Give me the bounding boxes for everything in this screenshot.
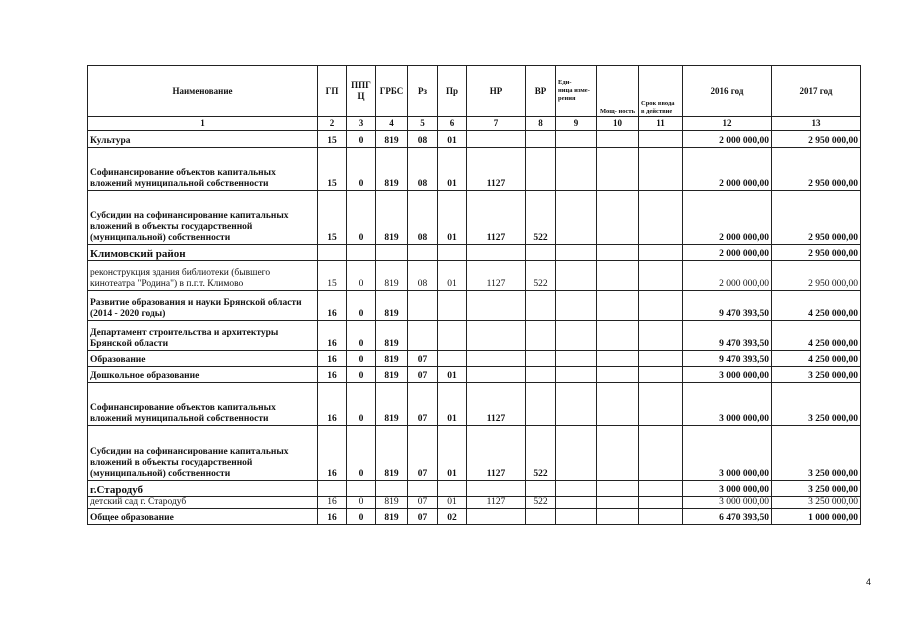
grbs-cell: 819: [376, 367, 408, 383]
col-grbs-header: ГРБС: [376, 66, 408, 117]
amount-2016: 2 000 000,00: [683, 261, 772, 291]
col-name-header: Наименование: [88, 66, 318, 117]
capacity-cell: [597, 148, 639, 191]
gp-cell: 16: [318, 497, 347, 509]
rz-cell: 07: [408, 497, 438, 509]
table-row: [88, 191, 861, 245]
ppgc-cell: 0: [347, 321, 376, 351]
ppgc-cell: 0: [347, 148, 376, 191]
gp-cell: 15: [318, 191, 347, 245]
pr-cell: [438, 321, 467, 351]
pr-cell: 01: [438, 497, 467, 509]
col-number: 4: [376, 117, 408, 131]
rz-cell: 07: [408, 509, 438, 525]
gp-cell: 16: [318, 351, 347, 367]
pr-cell: 02: [438, 509, 467, 525]
row-name: Департамент строительства и архитектуры Брянской области: [88, 321, 318, 351]
rz-cell: 08: [408, 261, 438, 291]
pr-cell: 01: [438, 261, 467, 291]
col-number: 13: [772, 117, 861, 131]
grbs-cell: 819: [376, 351, 408, 367]
deadline-cell: [639, 261, 683, 291]
amount-2017: 2 950 000,00: [772, 148, 861, 191]
grbs-cell: 819: [376, 131, 408, 148]
deadline-cell: [639, 245, 683, 261]
ppgc-cell: 0: [347, 426, 376, 481]
ppgc-cell: 0: [347, 497, 376, 509]
row-name: Дошкольное образование: [88, 367, 318, 383]
amount-2017: 2 950 000,00: [772, 191, 861, 245]
vr-cell: [526, 351, 556, 367]
grbs-cell: 819: [376, 509, 408, 525]
ppgc-cell: 0: [347, 367, 376, 383]
nr-cell: 1127: [467, 426, 526, 481]
capacity-cell: [597, 291, 639, 321]
amount-2016: 9 470 393,50: [683, 351, 772, 367]
amount-2017: 4 250 000,00: [772, 351, 861, 367]
unit-cell: [556, 426, 597, 481]
table-row: [88, 321, 861, 351]
row-name: Образование: [88, 351, 318, 367]
pr-cell: [438, 291, 467, 321]
table-row: [88, 367, 861, 383]
unit-line-3: рения: [558, 95, 576, 102]
grbs-cell: 819: [376, 261, 408, 291]
unit-cell: [556, 148, 597, 191]
col-nr-header: НР: [467, 66, 526, 117]
row-name: г.Стародуб: [88, 481, 318, 497]
deadline-cell: [639, 321, 683, 351]
amount-2017: 4 250 000,00: [772, 321, 861, 351]
ppgc-cell: 0: [347, 509, 376, 525]
col-vr-header: ВР: [526, 66, 556, 117]
row-name: Развитие образования и науки Брянской области (2014 - 2020 годы): [88, 291, 318, 321]
capacity-cell: [597, 351, 639, 367]
vr-cell: [526, 481, 556, 497]
pr-cell: [438, 245, 467, 261]
col-number: 11: [639, 117, 683, 131]
vr-cell: [526, 131, 556, 148]
row-name: Климовский район: [88, 245, 318, 261]
col-number: 9: [556, 117, 597, 131]
row-name: Культура: [88, 131, 318, 148]
deadline-cell: [639, 351, 683, 367]
unit-cell: [556, 191, 597, 245]
nr-cell: 1127: [467, 148, 526, 191]
row-name: Субсидии на софинансирование капитальных вложений в объекты государственной (муниципальной) собственности: [88, 191, 318, 245]
ppgc-cell: 0: [347, 131, 376, 148]
rz-cell: [408, 321, 438, 351]
gp-cell: 15: [318, 148, 347, 191]
amount-2016: 2 000 000,00: [683, 131, 772, 148]
unit-line-1: Еди-: [558, 79, 572, 86]
col-rz-header: Рз: [408, 66, 438, 117]
grbs-cell: 819: [376, 383, 408, 426]
col-number: 1: [88, 117, 318, 131]
amount-2016: 3 000 000,00: [683, 497, 772, 509]
page-number: 4: [866, 577, 872, 587]
capacity-cell: [597, 191, 639, 245]
grbs-cell: 819: [376, 148, 408, 191]
amount-2016: 9 470 393,50: [683, 321, 772, 351]
vr-cell: [526, 245, 556, 261]
amount-2017: 3 250 000,00: [772, 383, 861, 426]
amount-2017: 3 250 000,00: [772, 367, 861, 383]
grbs-cell: [376, 245, 408, 261]
gp-cell: [318, 481, 347, 497]
amount-2016: 2 000 000,00: [683, 191, 772, 245]
table-row: [88, 131, 861, 148]
deadline-cell: [639, 131, 683, 148]
nr-cell: 1127: [467, 191, 526, 245]
table-row: [88, 261, 861, 291]
unit-cell: [556, 245, 597, 261]
row-name: Общее образование: [88, 509, 318, 525]
column-numbers-row: [88, 117, 861, 131]
ppgc-cell: 0: [347, 291, 376, 321]
pr-cell: 01: [438, 148, 467, 191]
gp-cell: 16: [318, 383, 347, 426]
table-row: [88, 426, 861, 481]
col-number: 12: [683, 117, 772, 131]
ppgc-line-2: Ц: [357, 91, 365, 101]
grbs-cell: 819: [376, 191, 408, 245]
col-number: 10: [597, 117, 639, 131]
unit-cell: [556, 291, 597, 321]
rz-cell: 08: [408, 148, 438, 191]
ppgc-cell: 0: [347, 261, 376, 291]
rz-cell: 07: [408, 351, 438, 367]
table-row: [88, 351, 861, 367]
row-name: детский сад г. Стародуб: [88, 497, 318, 509]
vr-cell: [526, 367, 556, 383]
table-row: [88, 245, 861, 261]
rz-cell: 08: [408, 131, 438, 148]
ppgc-cell: [347, 245, 376, 261]
amount-2016: 2 000 000,00: [683, 148, 772, 191]
unit-cell: [556, 383, 597, 426]
amount-2016: 2 000 000,00: [683, 245, 772, 261]
pr-cell: [438, 481, 467, 497]
deadline-cell: [639, 383, 683, 426]
amount-2017: 3 250 000,00: [772, 481, 861, 497]
nr-cell: [467, 321, 526, 351]
amount-2017: 1 000 000,00: [772, 509, 861, 525]
capacity-cell: [597, 509, 639, 525]
nr-cell: 1127: [467, 261, 526, 291]
vr-cell: 522: [526, 261, 556, 291]
vr-cell: [526, 383, 556, 426]
amount-2016: 3 000 000,00: [683, 481, 772, 497]
gp-cell: 15: [318, 261, 347, 291]
capacity-cell: [597, 321, 639, 351]
capacity-cell: [597, 261, 639, 291]
pr-cell: [438, 351, 467, 367]
deadline-cell: [639, 509, 683, 525]
nr-cell: [467, 509, 526, 525]
pr-cell: 01: [438, 367, 467, 383]
row-name: реконструкция здания библиотеки (бывшего кинотеатра "Родина") в п.г.т. Климово: [88, 261, 318, 291]
vr-cell: 522: [526, 497, 556, 509]
capacity-cell: [597, 367, 639, 383]
pr-cell: 01: [438, 383, 467, 426]
capacity-cell: [597, 245, 639, 261]
gp-cell: 16: [318, 426, 347, 481]
grbs-cell: 819: [376, 321, 408, 351]
col-capacity-header: Мощ- ность: [597, 66, 639, 117]
col-2017-header: 2017 год: [772, 66, 861, 117]
row-name: Софинансирование объектов капитальных вложений муниципальной собственности: [88, 383, 318, 426]
vr-cell: 522: [526, 426, 556, 481]
deadline-line-1: Срок ввода: [641, 100, 675, 107]
gp-cell: 15: [318, 131, 347, 148]
ppgc-line-1: ППГ: [351, 80, 371, 90]
gp-cell: 16: [318, 291, 347, 321]
amount-2016: 3 000 000,00: [683, 426, 772, 481]
capacity-cell: [597, 383, 639, 426]
capacity-cell: [597, 481, 639, 497]
grbs-cell: [376, 481, 408, 497]
gp-cell: 16: [318, 509, 347, 525]
col-unit-header: [556, 66, 597, 117]
col-gp-header: ГП: [318, 66, 347, 117]
pr-cell: 01: [438, 426, 467, 481]
gp-cell: [318, 245, 347, 261]
ppgc-cell: 0: [347, 191, 376, 245]
capacity-cell: [597, 426, 639, 481]
amount-2016: 6 470 393,50: [683, 509, 772, 525]
amount-2016: 3 000 000,00: [683, 367, 772, 383]
col-number: 5: [408, 117, 438, 131]
deadline-cell: [639, 367, 683, 383]
rz-cell: 07: [408, 367, 438, 383]
rz-cell: 08: [408, 191, 438, 245]
vr-cell: [526, 291, 556, 321]
deadline-cell: [639, 426, 683, 481]
nr-cell: 1127: [467, 497, 526, 509]
amount-2017: 3 250 000,00: [772, 497, 861, 509]
deadline-line-2: в действие: [641, 108, 673, 115]
gp-cell: 16: [318, 367, 347, 383]
col-pr-header: Пр: [438, 66, 467, 117]
col-number: 7: [467, 117, 526, 131]
grbs-cell: 819: [376, 426, 408, 481]
vr-cell: 522: [526, 191, 556, 245]
amount-2017: 3 250 000,00: [772, 426, 861, 481]
col-number: 6: [438, 117, 467, 131]
grbs-cell: 819: [376, 291, 408, 321]
col-2016-header: 2016 год: [683, 66, 772, 117]
amount-2017: 2 950 000,00: [772, 261, 861, 291]
pr-cell: 01: [438, 131, 467, 148]
nr-cell: [467, 351, 526, 367]
col-number: 3: [347, 117, 376, 131]
unit-line-2: ница изме-: [558, 87, 590, 94]
col-deadline-header: [639, 66, 683, 117]
amount-2017: 4 250 000,00: [772, 291, 861, 321]
col-number: 2: [318, 117, 347, 131]
amount-2016: 3 000 000,00: [683, 383, 772, 426]
table-row: [88, 497, 861, 509]
capacity-cell: [597, 131, 639, 148]
unit-cell: [556, 481, 597, 497]
amount-2017: 2 950 000,00: [772, 245, 861, 261]
vr-cell: [526, 509, 556, 525]
header-row: [88, 66, 861, 117]
nr-cell: 1127: [467, 383, 526, 426]
unit-cell: [556, 367, 597, 383]
rz-cell: 07: [408, 383, 438, 426]
deadline-cell: [639, 191, 683, 245]
table-row: [88, 148, 861, 191]
deadline-cell: [639, 148, 683, 191]
grbs-cell: 819: [376, 497, 408, 509]
unit-cell: [556, 261, 597, 291]
amount-2017: 2 950 000,00: [772, 131, 861, 148]
unit-cell: [556, 321, 597, 351]
row-name: Субсидии на софинансирование капитальных вложений в объекты государственной (муниципальной) собственности: [88, 426, 318, 481]
amount-2016: 9 470 393,50: [683, 291, 772, 321]
nr-cell: [467, 481, 526, 497]
col-ppgc-header: [347, 66, 376, 117]
deadline-cell: [639, 497, 683, 509]
ppgc-cell: 0: [347, 351, 376, 367]
capacity-cell: [597, 497, 639, 509]
deadline-cell: [639, 291, 683, 321]
pr-cell: 01: [438, 191, 467, 245]
unit-cell: [556, 351, 597, 367]
table-row: [88, 509, 861, 525]
vr-cell: [526, 148, 556, 191]
unit-cell: [556, 497, 597, 509]
nr-cell: [467, 367, 526, 383]
unit-cell: [556, 131, 597, 148]
rz-cell: [408, 481, 438, 497]
gp-cell: 16: [318, 321, 347, 351]
vr-cell: [526, 321, 556, 351]
col-number: 8: [526, 117, 556, 131]
table-row: [88, 481, 861, 497]
budget-table: [87, 65, 861, 525]
table-row: [88, 383, 861, 426]
unit-cell: [556, 509, 597, 525]
table-row: [88, 291, 861, 321]
nr-cell: [467, 131, 526, 148]
rz-cell: 07: [408, 426, 438, 481]
ppgc-cell: [347, 481, 376, 497]
rz-cell: [408, 245, 438, 261]
deadline-cell: [639, 481, 683, 497]
nr-cell: [467, 245, 526, 261]
rz-cell: [408, 291, 438, 321]
row-name: Софинансирование объектов капитальных вложений муниципальной собственности: [88, 148, 318, 191]
ppgc-cell: 0: [347, 383, 376, 426]
nr-cell: [467, 291, 526, 321]
